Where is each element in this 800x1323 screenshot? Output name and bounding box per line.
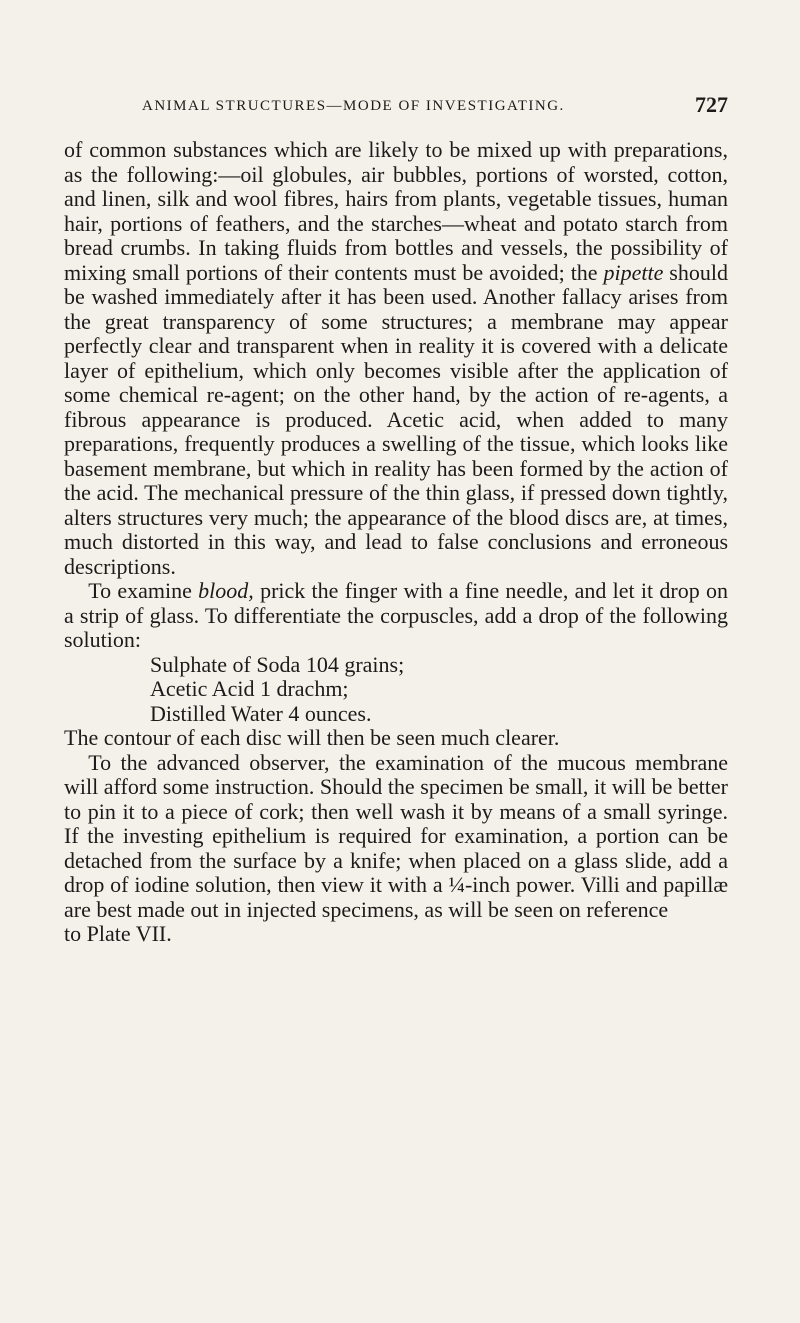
paragraph-blood [64, 579, 728, 653]
paragraph-text: To examine [88, 578, 199, 603]
paragraph-text: prick the finger with a fine needle, and let it drop on a strip of glass. To differentiate the corpuscles, add a drop of the following solution: [64, 578, 729, 652]
blood-term: blood, [198, 578, 254, 603]
solution-formula [64, 653, 728, 727]
page-header [64, 88, 728, 128]
running-head: ANIMAL STRUCTURES—MODE OF INVESTIGATING. [142, 98, 565, 114]
formula-line: Distilled Water 4 ounces. [150, 700, 372, 726]
formula-line: Sulphate of Soda 104 grains; [150, 651, 405, 677]
paragraph-text: should be washed immediately after it has been used. Another fallacy arises from the great transparency of some structures; a membrane may appear perfectly clear and transparent when in reality it is covered with a delicate layer of epithelium, which only becomes visible after the application of some chemical re-agent; on the other hand, by the action of re-agents, a fibrous appearance is produced. Acetic acid, when added to many preparations, frequently produces a swelling of the tissue, which looks like basement membrane, but which in reality has been formed by the action of the acid. The mechanical pressure of the thin glass, if pressed down tightly, alters structures very much; the appearance of the blood discs are, at times, much distorted in this way, and lead to false conclusions and erroneous descriptions. [64, 259, 728, 579]
paragraph-mucous-membrane: To the advanced observer, the examination of the mucous membrane will afford some instruction. Should the specimen be small, it will be better to pin it to a piece of cork; then well wash it by means of a small syringe. If the investing epithelium is required for examination, a portion can be detached from the surface by a knife; when placed on a glass slide, add a drop of iodine solution, then view it with a ¼-inch power. Villi and papillæ are best made out in injected specimens, as will be seen on reference [64, 749, 728, 922]
formula-line: Acetic Acid 1 drachm; [150, 676, 349, 701]
pipette-term: pipette [603, 259, 664, 285]
page-number: 727 [695, 92, 728, 117]
paragraph-fallacies [64, 138, 728, 579]
body-text [64, 138, 728, 947]
paragraph-text: of common substances which are likely to be mixed up with preparations, as the following:—oil globules, air bubbles, portions of worsted, cotton, and linen, silk and wool fibres, hairs from plants, vegetable tissues, human hair, portions of feathers, and the starches—wheat and potato starch from bread crumbs. In taking fluids from bottles and vessels, the possibility of mixing small portions of their contents must be avoided; the [64, 137, 728, 285]
paragraph-contour: The contour of each disc will then be seen much clearer. [64, 725, 560, 750]
plate-reference: to Plate VII. [64, 921, 172, 946]
